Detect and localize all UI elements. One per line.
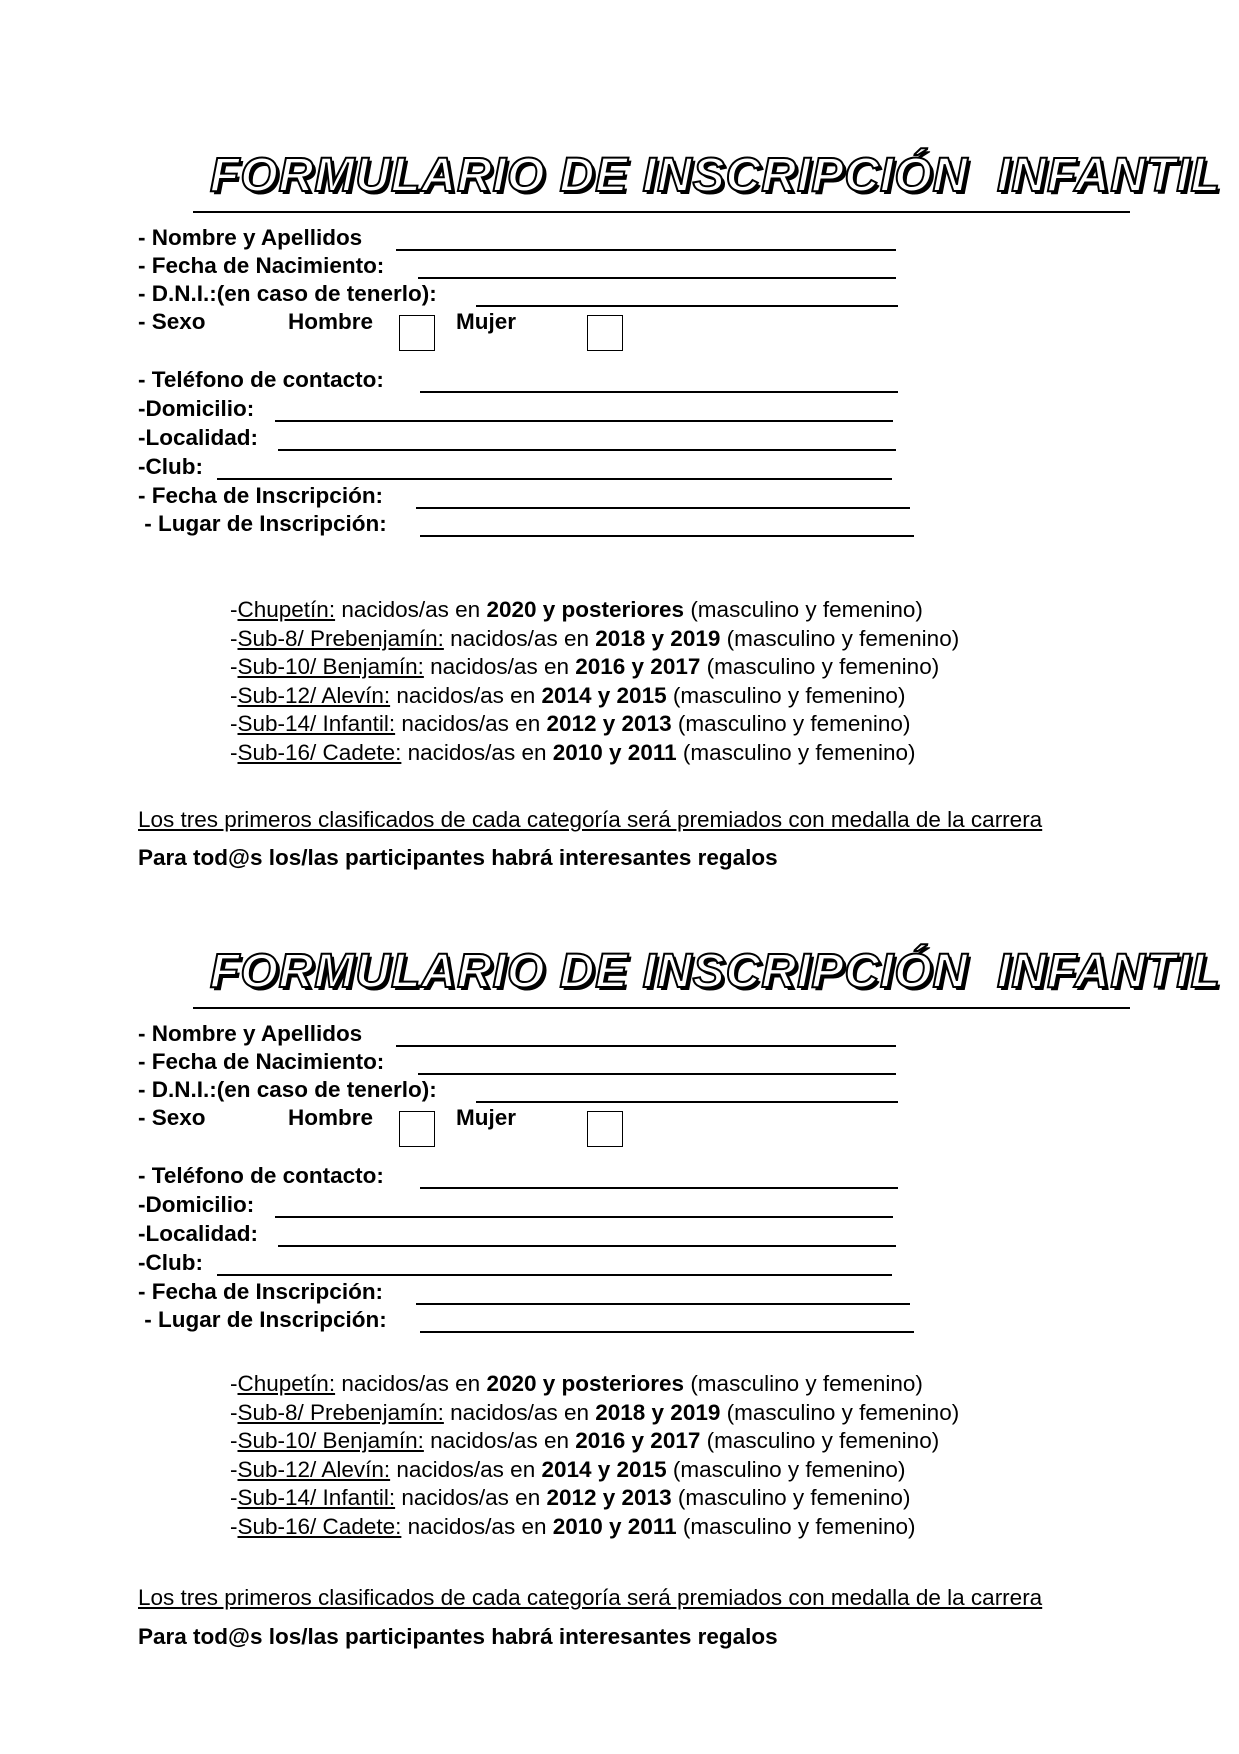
checkbox-hombre[interactable] (399, 1111, 435, 1147)
input-lugar-inscripcion[interactable] (420, 535, 914, 537)
input-dni[interactable] (476, 305, 898, 307)
category-item: -Sub-12/ Alevín: nacidos/as en 2014 y 2015 (masculino y femenino) (230, 1456, 906, 1482)
gift-note: Para tod@s los/las participantes habrá interesantes regalos (138, 1624, 778, 1649)
category-item: -Chupetín: nacidos/as en 2020 y posteriores (masculino y femenino) (230, 1371, 923, 1396)
input-fecha-inscripcion[interactable] (416, 507, 910, 509)
form-title: FORMULARIO DE INSCRIPCIÓN INFANTIL (210, 945, 1221, 998)
gift-note: Para tod@s los/las participantes habrá interesantes regalos (138, 845, 778, 870)
label-nacimiento: - Fecha de Nacimiento: (138, 1049, 385, 1074)
category-item: -Sub-8/ Prebenjamín: nacidos/as en 2018 y 2019 (masculino y femenino) (230, 1399, 960, 1425)
category-item: -Sub-10/ Benjamín: nacidos/as en 2016 y 2017 (masculino y femenino) (230, 654, 940, 679)
category-item: -Sub-10/ Benjamín: nacidos/as en 2016 y 2017 (masculino y femenino) (230, 1428, 940, 1453)
category-item: -Sub-16/ Cadete: nacidos/as en 2010 y 2011 (masculino y femenino) (230, 739, 916, 765)
label-fecha-inscripcion: - Fecha de Inscripción: (138, 483, 384, 508)
checkbox-mujer[interactable] (587, 1111, 623, 1147)
checkbox-hombre[interactable] (399, 315, 435, 351)
field-domicilio (138, 1192, 254, 1218)
label-telefono: - Teléfono de contacto: (138, 367, 384, 392)
input-nacimiento[interactable] (418, 1073, 896, 1075)
field-nacimiento (138, 253, 384, 279)
field-lugar-inscripcion (138, 1307, 387, 1333)
label-dni: - D.N.I.:(en caso de tenerlo): (138, 1077, 437, 1102)
label-sexo: - Sexo (138, 309, 206, 334)
input-domicilio[interactable] (275, 1216, 893, 1218)
field-fecha-inscripcion (138, 483, 383, 509)
field-dni (138, 1077, 437, 1103)
input-club[interactable] (217, 1274, 892, 1276)
input-nacimiento[interactable] (418, 277, 896, 279)
field-fecha-inscripcion (138, 1279, 383, 1305)
category-item: -Chupetín: nacidos/as en 2020 y posteriores (masculino y femenino) (230, 597, 923, 622)
title-underline (193, 1007, 1130, 1009)
field-domicilio (138, 396, 254, 422)
label-nacimiento: - Fecha de Nacimiento: (138, 253, 385, 278)
input-club[interactable] (217, 478, 892, 480)
input-nombre[interactable] (396, 249, 896, 251)
input-telefono[interactable] (420, 391, 898, 393)
input-lugar-inscripcion[interactable] (420, 1331, 914, 1333)
label-club: -Club: (138, 1250, 203, 1275)
field-localidad (138, 425, 258, 451)
label-nombre: - Nombre y Apellidos (138, 1021, 363, 1046)
label-hombre: Hombre (288, 309, 374, 334)
input-nombre[interactable] (396, 1045, 896, 1047)
field-nombre (138, 225, 362, 251)
title-underline (193, 211, 1130, 213)
field-localidad (138, 1221, 258, 1247)
label-fecha-inscripcion: - Fecha de Inscripción: (138, 1279, 384, 1304)
field-telefono (138, 1163, 384, 1189)
label-domicilio: -Domicilio: (138, 1192, 255, 1217)
category-item: -Sub-14/ Infantil: nacidos/as en 2012 y 2013 (masculino y femenino) (230, 711, 911, 736)
input-localidad[interactable] (278, 1245, 896, 1247)
label-mujer: Mujer (456, 309, 517, 334)
field-dni (138, 281, 437, 307)
label-telefono: - Teléfono de contacto: (138, 1163, 384, 1188)
label-mujer: Mujer (456, 1105, 517, 1130)
input-fecha-inscripcion[interactable] (416, 1303, 910, 1305)
field-telefono (138, 367, 384, 393)
category-item: -Sub-14/ Infantil: nacidos/as en 2012 y 2013 (masculino y femenino) (230, 1485, 911, 1510)
prize-note: Los tres primeros clasificados de cada categoría será premiados con medalla de la carrera (138, 1585, 1043, 1610)
category-item: -Sub-16/ Cadete: nacidos/as en 2010 y 2011 (masculino y femenino) (230, 1513, 916, 1539)
label-dni: - D.N.I.:(en caso de tenerlo): (138, 281, 437, 306)
field-lugar-inscripcion (138, 511, 387, 537)
input-dni[interactable] (476, 1101, 898, 1103)
input-telefono[interactable] (420, 1187, 898, 1189)
label-nombre: - Nombre y Apellidos (138, 225, 363, 250)
category-item: -Sub-8/ Prebenjamín: nacidos/as en 2018 y 2019 (masculino y femenino) (230, 625, 960, 651)
prize-note: Los tres primeros clasificados de cada categoría será premiados con medalla de la carrera (138, 807, 1043, 832)
field-nombre (138, 1021, 362, 1047)
checkbox-mujer[interactable] (587, 315, 623, 351)
label-lugar-inscripcion: - Lugar de Inscripción: (138, 1307, 387, 1332)
form-title: FORMULARIO DE INSCRIPCIÓN INFANTIL (210, 149, 1221, 202)
field-club (138, 1250, 203, 1276)
label-localidad: -Localidad: (138, 1221, 259, 1246)
label-domicilio: -Domicilio: (138, 396, 255, 421)
label-sexo: - Sexo (138, 1105, 206, 1130)
label-club: -Club: (138, 454, 203, 479)
label-localidad: -Localidad: (138, 425, 259, 450)
category-item: -Sub-12/ Alevín: nacidos/as en 2014 y 2015 (masculino y femenino) (230, 682, 906, 708)
label-hombre: Hombre (288, 1105, 374, 1130)
label-lugar-inscripcion: - Lugar de Inscripción: (138, 511, 387, 536)
input-domicilio[interactable] (275, 420, 893, 422)
field-club (138, 454, 203, 480)
field-nacimiento (138, 1049, 384, 1075)
input-localidad[interactable] (278, 449, 896, 451)
